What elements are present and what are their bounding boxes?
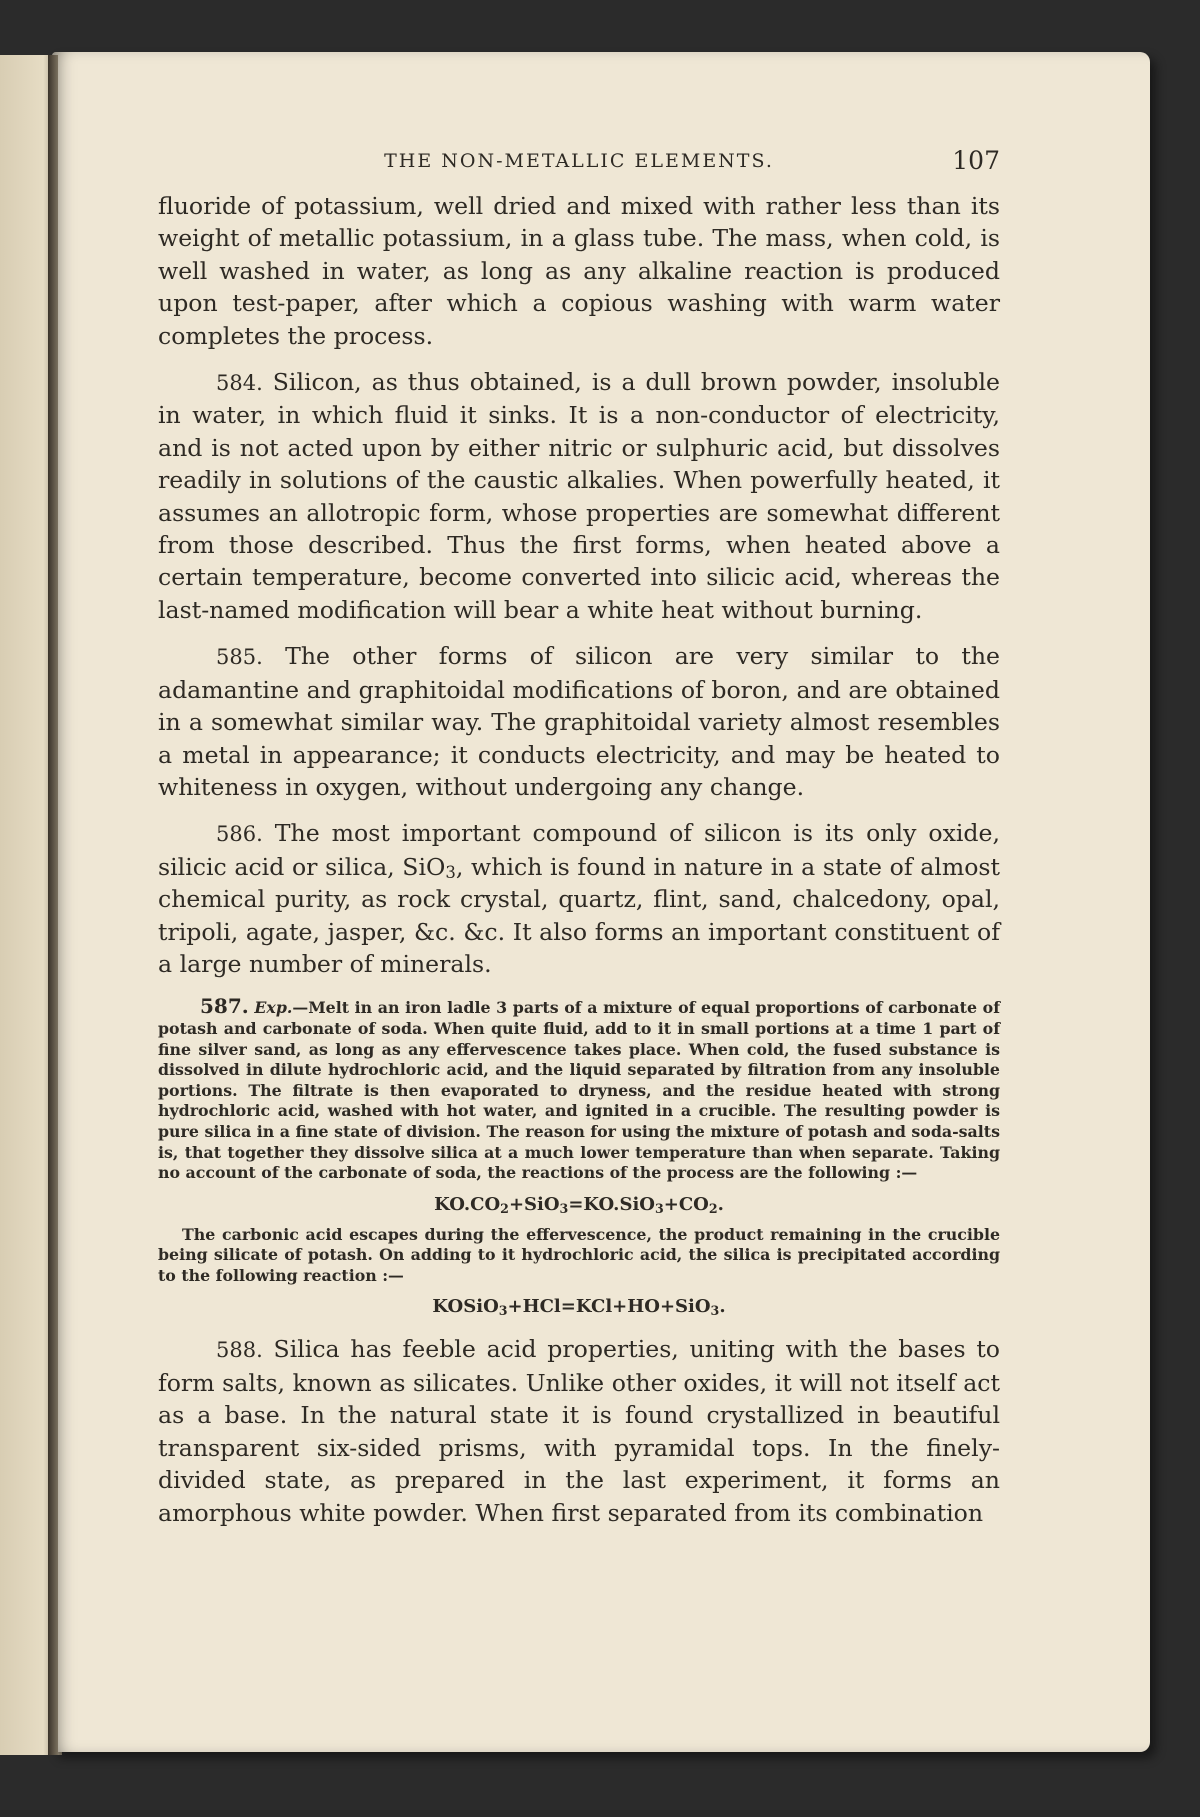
paragraph-584 <box>158 366 1000 626</box>
paragraph-587 <box>158 996 1000 1183</box>
paragraph-text: The most important compound of silicon is its only oxide, silicic acid or silica, SiO <box>158 819 1001 881</box>
page-number: 107 <box>952 146 1000 175</box>
paragraph-text: Silica has feeble acid properties, uniting with the bases to form salts, known as silicates. Unlike other oxides, it will not itself act as a base. In the natural state it is found crystallized in beautiful transparent six-sided prisms, with pyramidal tops. In the finely-divided state, as prepared in the last experiment, it forms an amorphous white powder. When first separated from its combination <box>158 1335 1001 1527</box>
paragraph-text: —Melt in an iron ladle 3 parts of a mixture of equal proportions of carbonate of potash and carbonate of soda. When quite fluid, add to it in small portions at a time 1 part of fine silver sand, as long as any effervescence takes place. When cold, the fused substance is dissolved in dilute hydrochloric acid, and the liquid separated by filtration from any insoluble portions. The filtrate is then evaporated to dryness, and the residue heated with strong hydrochloric acid, washed with hot water, and ignited in a crucible. The resulting powder is pure silica in a fine state of division. The reason for using the mixture of potash and soda-salts is, that together they dissolve silica at a much lower temperature than when separate. Taking no account of the carbonate of soda, the reactions of the process are the following :— <box>158 998 1000 1183</box>
paragraph-text: Silicon, as thus obtained, is a dull brown powder, insoluble in water, in which fluid it sinks. It is a non-conductor of electricity, and is not acted upon by either nitric or sulphuric acid, but dissolves readily in solutions of the caustic alkalies. When powerfully heated, it assumes an allotropic form, whose properties are somewhat different from those described. Thus the first forms, when heated above a certain temperature, become converted into silicic acid, whereas the last-named modification will bear a white heat without burning. <box>158 368 1001 624</box>
running-title: THE NON-METALLIC ELEMENTS. <box>384 150 774 172</box>
page-content <box>158 146 1001 1529</box>
formula-part: +HCl=KCl+HO+SiO <box>507 1296 711 1318</box>
formula-part: KOSiO <box>432 1296 499 1318</box>
paragraph-number: 585. <box>216 645 263 670</box>
formula-part: . <box>719 1296 726 1318</box>
formula-2 <box>158 1296 1000 1317</box>
paragraph-number: 588. <box>216 1338 263 1363</box>
paragraph-587-cont <box>158 1225 1000 1287</box>
subscript: 2 <box>500 1200 509 1216</box>
paragraph-text: The other forms of silicon are very similar to the adamantine and graphitoidal modifications of boron, and are obtained in a somewhat similar way. The graphitoidal variety almost resembles a metal in appearance; it conducts electricity, and may be heated to whiteness in oxygen, without undergoing any change. <box>158 642 1000 801</box>
formula-part: +CO <box>663 1193 709 1215</box>
formula-part: =KO.SiO <box>568 1193 655 1215</box>
paragraph-number: 586. <box>216 822 263 847</box>
subscript: 3 <box>654 1200 664 1216</box>
formula-part: +SiO <box>508 1193 560 1215</box>
formula-part: KO.CO <box>434 1193 501 1215</box>
formula-part: . <box>717 1193 724 1215</box>
paragraph-number: 587. <box>200 994 249 1019</box>
subscript: 3 <box>559 1200 569 1216</box>
paragraph-text: , which is found in nature in a state of almost chemical purity, as rock crystal, quartz, flint, sand, chalcedony, opal, tripoli, agate, jasper, &c. &c. It also forms an important constituent of a large number of minerals. <box>158 852 1000 978</box>
paragraph-586 <box>158 817 1000 980</box>
subscript: 2 <box>708 1200 718 1216</box>
paragraph-continued: fluoride of potassium, well dried and mixed with rather less than its weight of metallic potassium, in a glass tube. The mass, when cold, is well washed in water, as long as any alkaline reaction is produced upon test-paper, after which a copious washing with warm water completes the process. <box>158 192 1000 350</box>
book-spine <box>48 55 58 1755</box>
paragraph-number: 584. <box>216 371 263 396</box>
subscript: 3 <box>498 1303 508 1319</box>
exp-label: Exp. <box>254 998 293 1018</box>
formula-1 <box>158 1194 1000 1215</box>
subscript: 3 <box>445 862 456 882</box>
paragraph-585 <box>158 640 1000 803</box>
paragraph-588 <box>158 1333 1000 1528</box>
running-head <box>158 146 1000 190</box>
paragraph-text: The carbonic acid escapes during the effervescence, the product remaining in the crucible being silicate of potash. On adding to it hydrochloric acid, the silica is precipitated according to the following reaction :— <box>158 1224 1000 1285</box>
subscript: 3 <box>710 1303 720 1319</box>
experiment-block <box>158 996 1000 1317</box>
